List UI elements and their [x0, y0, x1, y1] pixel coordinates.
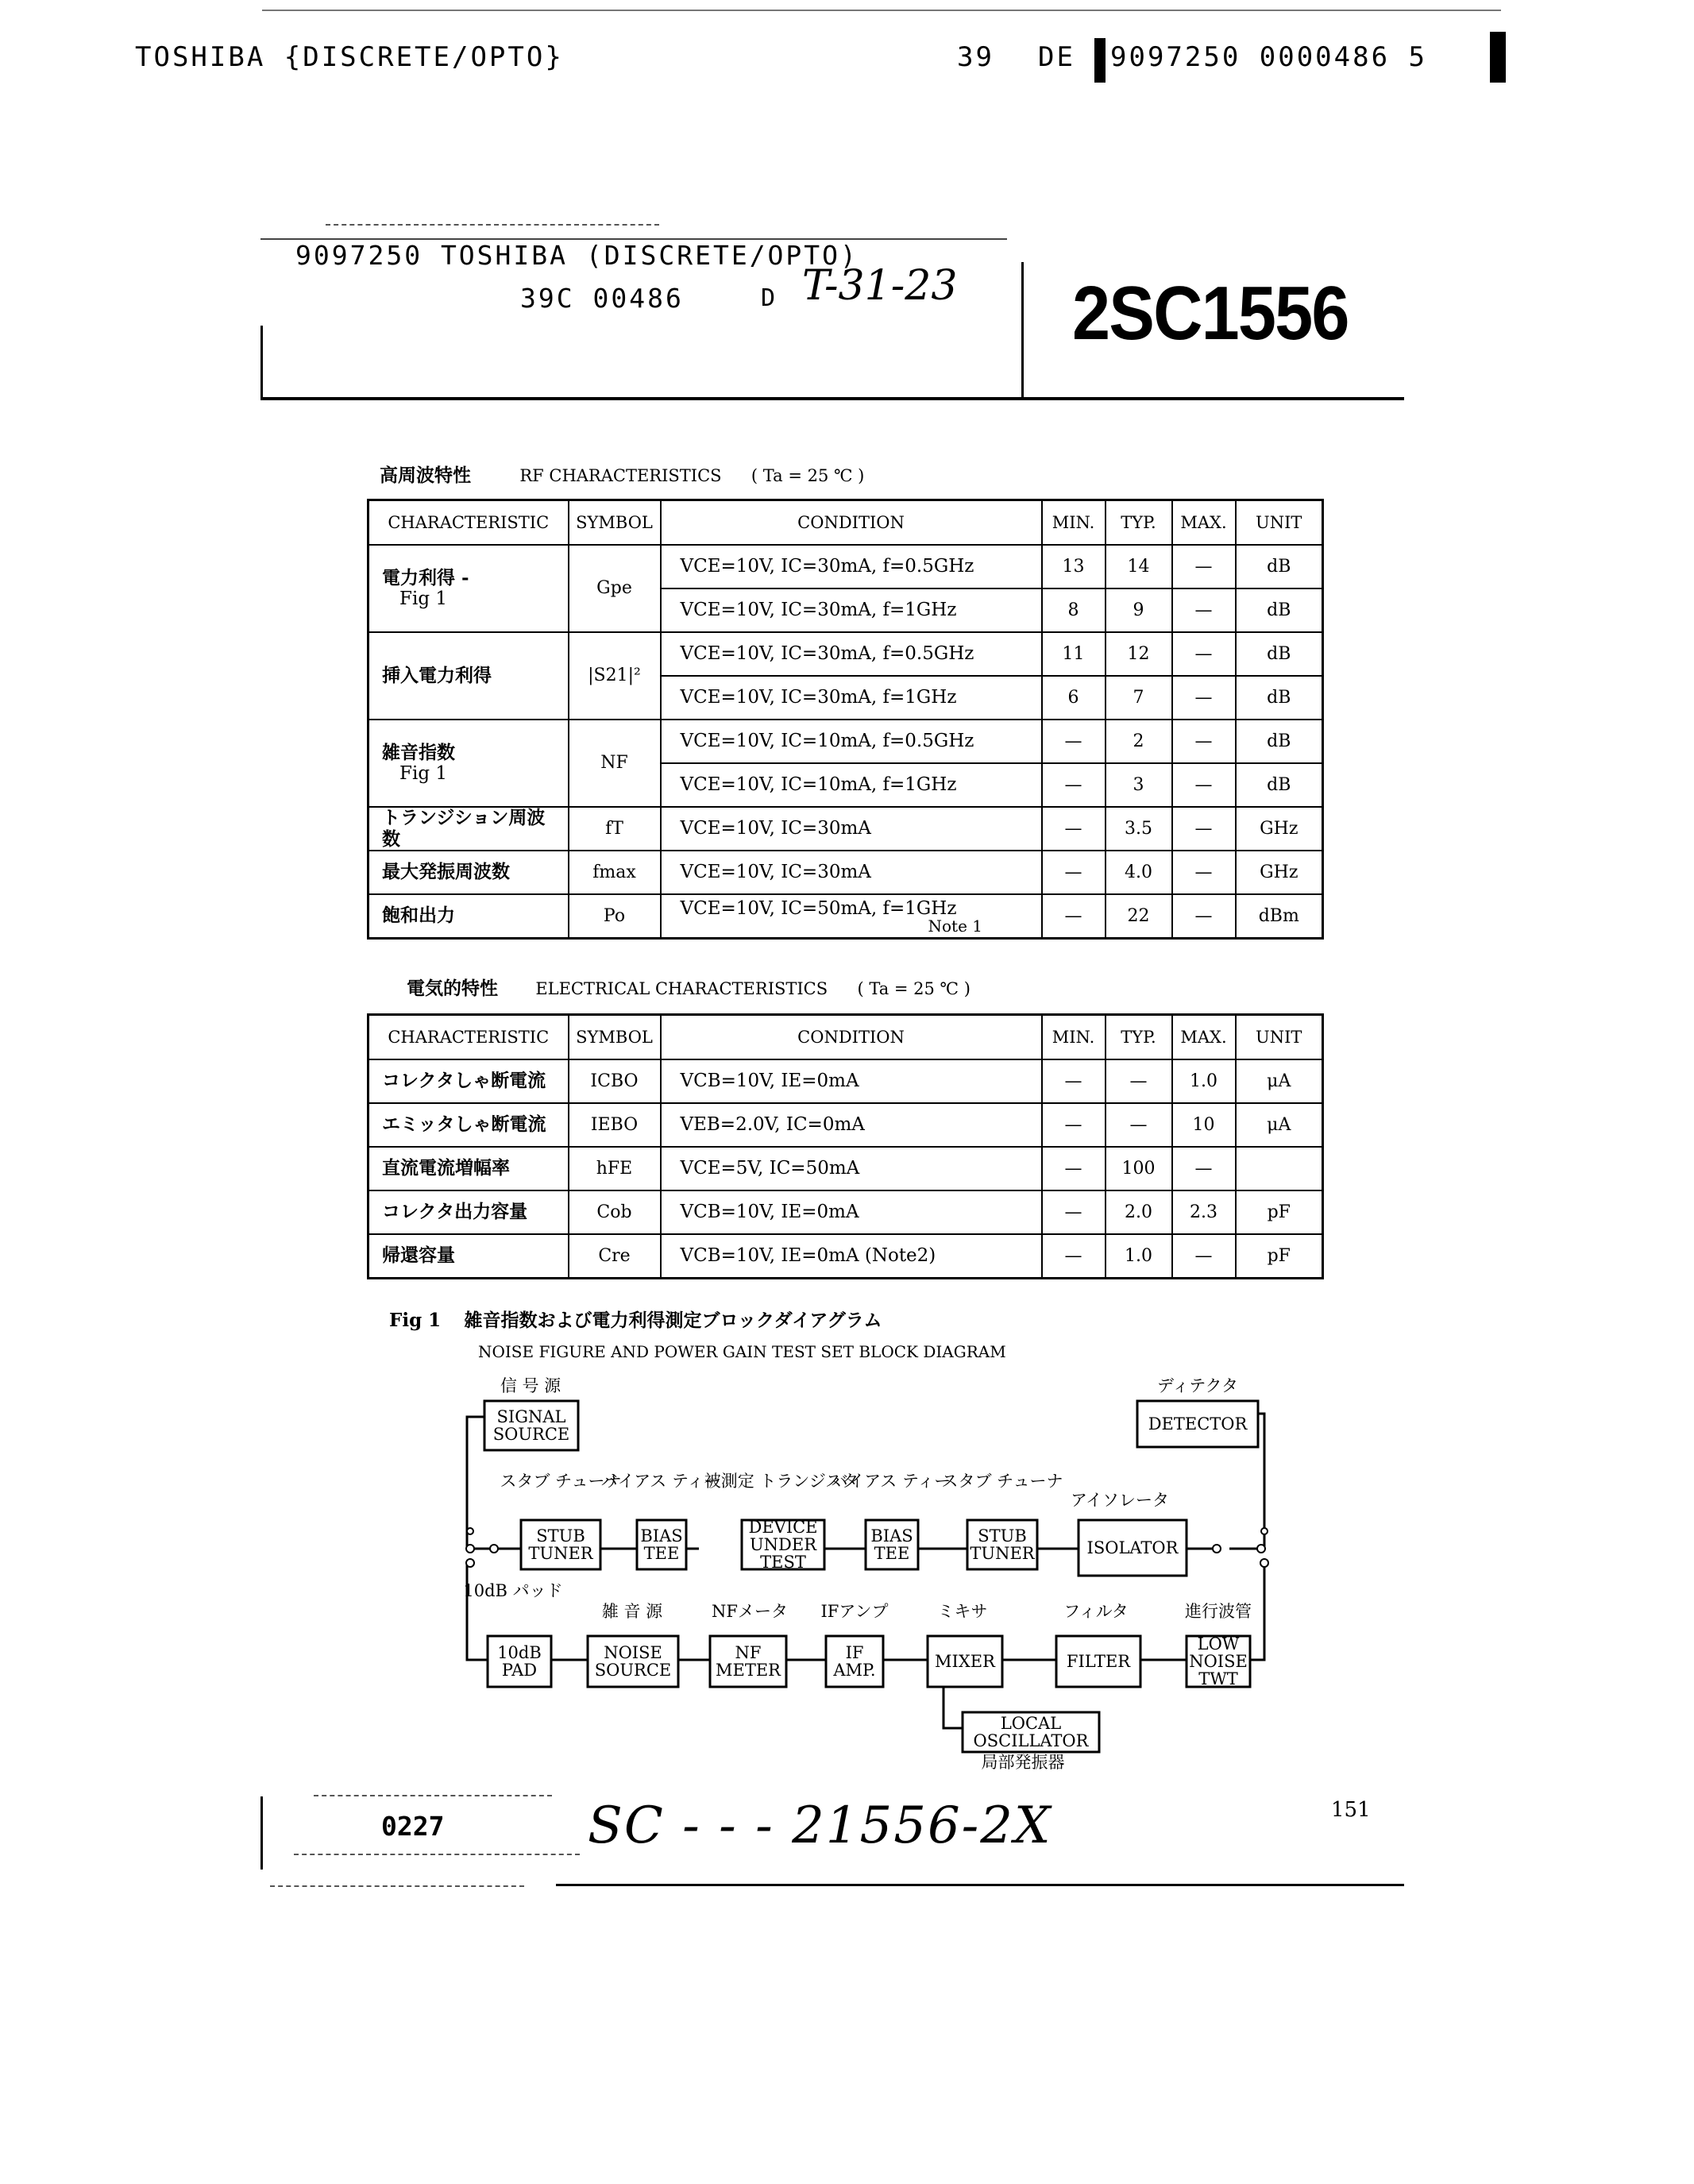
elec-min-cell: —: [1042, 1234, 1106, 1278]
low-noise-twt-label: NOISE: [1189, 1652, 1248, 1671]
rf-col-unit: UNIT: [1236, 500, 1323, 546]
filter-jp-label: フィルタ: [1063, 1602, 1129, 1621]
elec-typ-cell: 100: [1106, 1147, 1172, 1190]
dut-jp-label: 被測定 トランジスタ: [704, 1472, 859, 1491]
mixer-label: MIXER: [935, 1652, 995, 1671]
rf-min-cell: —: [1042, 851, 1106, 894]
elec-col-condition: CONDITION: [661, 1015, 1042, 1060]
rf-condition-text: VCE=10V, IC=10mA, f=0.5GHz: [680, 731, 974, 752]
stub-tuner-1-jp-label: スタブ チューナ: [500, 1472, 622, 1491]
fig1-title-jp: 雑音指数および電力利得測定ブロックダイアグラム: [464, 1310, 882, 1331]
rf-typ-cell: 3.5: [1106, 807, 1172, 851]
filter-label: FILTER: [1066, 1652, 1131, 1671]
rf-min-cell: 13: [1042, 545, 1106, 588]
elec-condition-cell: VCE=5V, IC=50mA: [661, 1147, 1042, 1190]
detector-jp-label: ディテクタ: [1156, 1376, 1239, 1395]
rf-max-cell: —: [1172, 894, 1236, 938]
pad-jp-label: 10dB パッド: [463, 1581, 563, 1600]
rf-condition-note: Note 1: [928, 916, 982, 936]
elec-unit-cell: pF: [1236, 1190, 1323, 1234]
rf-symbol-cell: fT: [569, 807, 661, 851]
rf-characteristic-jp: 飽和出力: [382, 905, 455, 927]
pad-block: [463, 1581, 562, 1687]
rf-characteristic-fig: Fig 1: [399, 588, 447, 609]
rf-condition-text: VCE=10V, IC=30mA, f=1GHz: [680, 687, 957, 708]
rf-max-cell: —: [1172, 632, 1236, 676]
elec-characteristic-cell: 帰還容量: [369, 1234, 569, 1278]
rf-min-cell: —: [1042, 763, 1106, 807]
elec-characteristic-cell: 直流電流増幅率: [369, 1147, 569, 1190]
elec-condition-cell: VCB=10V, IE=0mA (Note2): [661, 1234, 1042, 1278]
elec-characteristic-cell: エミッタしゃ断電流: [369, 1103, 569, 1147]
rf-condition-text: VCE=10V, IC=30mA, f=0.5GHz: [680, 643, 974, 665]
rf-min-cell: 8: [1042, 588, 1106, 632]
rf-typ-cell: 4.0: [1106, 851, 1172, 894]
local-oscillator-label: OSCILLATOR: [973, 1731, 1089, 1750]
elec-characteristic-cell: コレクタしゃ断電流: [369, 1059, 569, 1103]
rf-col-min: MIN.: [1042, 500, 1106, 546]
elec-col-min: MIN.: [1042, 1015, 1106, 1060]
mixer-jp-label: ミキサ: [937, 1602, 988, 1621]
rf-typ-cell: 12: [1106, 632, 1172, 676]
elec-condition-cell: VCB=10V, IE=0mA: [661, 1190, 1042, 1234]
rf-col-symbol: SYMBOL: [569, 500, 661, 546]
noise-source-label: NOISE: [604, 1643, 662, 1662]
elec-typ-cell: 2.0: [1106, 1190, 1172, 1234]
detector-label: DETECTOR: [1148, 1414, 1248, 1433]
elec-typ-cell: 1.0: [1106, 1234, 1172, 1278]
bias-tee-1-block: [601, 1472, 721, 1569]
rf-unit-cell: dB: [1236, 632, 1323, 676]
if-amp-jp-label: IFアンプ: [820, 1602, 889, 1621]
elec-max-cell: 10: [1172, 1103, 1236, 1147]
bias-tee-2-label: TEE: [874, 1544, 910, 1563]
elec-symbol-cell: Cob: [569, 1190, 661, 1234]
elec-typ-cell: —: [1106, 1103, 1172, 1147]
elec-title-ta: ( Ta = 25 ℃ ): [857, 979, 970, 998]
rf-max-cell: —: [1172, 545, 1236, 588]
elec-characteristic-cell: コレクタ出力容量: [369, 1190, 569, 1234]
rf-title-ta: ( Ta = 25 ℃ ): [751, 466, 865, 485]
stub-tuner-1-label: TUNER: [528, 1544, 593, 1563]
pad-label: PAD: [501, 1661, 538, 1680]
rf-symbol-cell: Po: [569, 894, 661, 938]
local-oscillator-block: [963, 1712, 1099, 1772]
footer-handwritten: SC - - - 21556-2X: [588, 1796, 1052, 1855]
elec-unit-cell: pF: [1236, 1234, 1323, 1278]
rf-condition-text: VCE=10V, IC=30mA, f=1GHz: [680, 600, 957, 621]
stub-tuner-2-label: TUNER: [970, 1544, 1035, 1563]
signal-source-label: SOURCE: [492, 1425, 570, 1444]
rf-min-cell: —: [1042, 807, 1106, 851]
elec-max-cell: 2.3: [1172, 1190, 1236, 1234]
noise-source-jp-label: 雑 音 源: [601, 1602, 663, 1621]
local-oscillator-label: LOCAL: [1000, 1714, 1062, 1733]
inner-header-handwritten: T-31-23: [802, 262, 958, 310]
nf-meter-label: METER: [716, 1661, 781, 1680]
elec-symbol-cell: hFE: [569, 1147, 661, 1190]
rf-col-max: MAX.: [1172, 500, 1236, 546]
part-number: 2SC1556: [1072, 271, 1349, 356]
filter-block: [1056, 1602, 1140, 1687]
elec-min-cell: —: [1042, 1059, 1106, 1103]
elec-col-max: MAX.: [1172, 1015, 1236, 1060]
elec-condition-cell: VEB=2.0V, IC=0mA: [661, 1103, 1042, 1147]
rf-typ-cell: 7: [1106, 676, 1172, 720]
rf-symbol-cell: NF: [569, 720, 661, 807]
noise-source-label: SOURCE: [594, 1661, 672, 1680]
signal-source-block: [484, 1376, 578, 1450]
elec-symbol-cell: Cre: [569, 1234, 661, 1278]
footer-rule: [556, 1884, 1404, 1886]
stub-tuner-2-block: [941, 1472, 1063, 1569]
isolator-block: [1071, 1491, 1187, 1576]
rf-condition-text: VCE=10V, IC=10mA, f=1GHz: [680, 774, 957, 796]
scan-header-left: TOSHIBA {DISCRETE/OPTO}: [135, 41, 564, 73]
inner-header-line2: 39C 00486: [520, 283, 684, 314]
elec-unit-cell: μA: [1236, 1059, 1323, 1103]
low-noise-twt-label: LOW: [1197, 1634, 1240, 1653]
if-amp-block: [820, 1602, 888, 1687]
rf-symbol-cell: |S21|²: [569, 632, 661, 720]
local-oscillator-jp-label: 局部発振器: [981, 1753, 1065, 1772]
elec-min-cell: —: [1042, 1190, 1106, 1234]
elec-symbol-cell: IEBO: [569, 1103, 661, 1147]
rf-col-condition: CONDITION: [661, 500, 1042, 546]
rf-characteristic-jp: トランジション周波数: [382, 807, 546, 850]
nf-meter-label: NF: [735, 1643, 762, 1662]
pad-label: 10dB: [497, 1643, 542, 1662]
rf-unit-cell: dB: [1236, 763, 1323, 807]
rf-typ-cell: 2: [1106, 720, 1172, 763]
mixer-block: [928, 1602, 1002, 1687]
rf-title-en: RF CHARACTERISTICS: [519, 466, 722, 485]
if-amp-label: AMP.: [833, 1661, 876, 1680]
rf-characteristic-jp: 挿入電力利得: [382, 664, 492, 686]
rf-unit-cell: GHz: [1236, 807, 1323, 851]
rf-max-cell: —: [1172, 720, 1236, 763]
scan-header-code: 9097250 0000486 5: [1110, 41, 1427, 73]
elec-min-cell: —: [1042, 1147, 1106, 1190]
page-number: 151: [1331, 1798, 1371, 1822]
rf-unit-cell: dB: [1236, 588, 1323, 632]
inner-header-d: D: [761, 284, 776, 312]
bias-tee-1-label: TEE: [643, 1544, 680, 1563]
rf-max-cell: —: [1172, 807, 1236, 851]
rf-max-cell: —: [1172, 676, 1236, 720]
fig1-title-en: NOISE FIGURE AND POWER GAIN TEST SET BLOCK DIAGRAM: [478, 1342, 1006, 1361]
detector-block: [1137, 1376, 1258, 1447]
rf-max-cell: —: [1172, 588, 1236, 632]
elec-max-cell: 1.0: [1172, 1059, 1236, 1103]
elec-title-jp: 電気的特性: [407, 978, 498, 999]
dut-label: DEVICE: [748, 1518, 818, 1537]
rf-characteristic-jp: 電力利得 -: [382, 566, 469, 588]
rf-col-typ: TYP.: [1106, 500, 1172, 546]
rf-typ-cell: 14: [1106, 545, 1172, 588]
nf-meter-jp-label: NFメータ: [712, 1602, 788, 1621]
rf-min-cell: —: [1042, 894, 1106, 938]
rf-unit-cell: dBm: [1236, 894, 1323, 938]
rf-condition-text: VCE=10V, IC=50mA, f=1GHz: [680, 898, 957, 920]
elec-symbol-cell: ICBO: [569, 1059, 661, 1103]
dut-label: UNDER: [749, 1535, 817, 1554]
bias-tee-2-jp-label: バイアス ティー: [831, 1472, 951, 1491]
rf-max-cell: —: [1172, 851, 1236, 894]
rf-typ-cell: 9: [1106, 588, 1172, 632]
rf-unit-cell: dB: [1236, 545, 1323, 588]
elec-typ-cell: —: [1106, 1059, 1172, 1103]
elec-max-cell: —: [1172, 1147, 1236, 1190]
isolator-label: ISOLATOR: [1086, 1538, 1179, 1557]
rf-symbol-cell: Gpe: [569, 545, 661, 632]
rf-unit-cell: dB: [1236, 676, 1323, 720]
elec-col-unit: UNIT: [1236, 1015, 1323, 1060]
rf-characteristic-fig: Fig 1: [399, 763, 447, 784]
rf-min-cell: —: [1042, 720, 1106, 763]
stub-tuner-2-jp-label: スタブ チューナ: [941, 1472, 1063, 1491]
scan-header-de: DE: [1038, 41, 1075, 73]
elec-min-cell: —: [1042, 1103, 1106, 1147]
rf-title-jp: 高周波特性: [380, 465, 471, 486]
dut-label: TEST: [760, 1553, 806, 1572]
rf-min-cell: 11: [1042, 632, 1106, 676]
elec-col-typ: TYP.: [1106, 1015, 1172, 1060]
rf-characteristic-jp: 最大発振周波数: [382, 861, 510, 883]
elec-condition-cell: VCB=10V, IE=0mA: [661, 1059, 1042, 1103]
fig1-label: Fig 1: [389, 1310, 442, 1331]
elec-col-characteristic: CHARACTERISTIC: [369, 1015, 569, 1060]
footer-left-edge: [260, 1796, 263, 1870]
elec-col-symbol: SYMBOL: [569, 1015, 661, 1060]
scan-header-39: 39: [957, 41, 994, 73]
rf-symbol-cell: fmax: [569, 851, 661, 894]
rf-unit-cell: GHz: [1236, 851, 1323, 894]
nf-meter-block: [710, 1602, 788, 1687]
bias-tee-1-label: BIAS: [640, 1526, 683, 1545]
elec-max-cell: —: [1172, 1234, 1236, 1278]
stub-tuner-2-label: STUB: [978, 1526, 1027, 1545]
isolator-jp-label: アイソレータ: [1070, 1491, 1170, 1510]
elec-title-en: ELECTRICAL CHARACTERISTICS: [535, 979, 828, 998]
rf-characteristic-jp: 雑音指数: [382, 741, 455, 763]
stub-tuner-1-label: STUB: [536, 1526, 585, 1545]
rf-condition-text: VCE=10V, IC=30mA: [680, 818, 871, 839]
rf-max-cell: —: [1172, 763, 1236, 807]
footer-code: 0227: [381, 1811, 445, 1842]
rf-unit-cell: dB: [1236, 720, 1323, 763]
signal-source-label: SIGNAL: [496, 1407, 566, 1426]
rf-min-cell: 6: [1042, 676, 1106, 720]
rf-condition-text: VCE=10V, IC=30mA: [680, 862, 871, 883]
bias-tee-1-jp-label: バイアス ティー: [600, 1472, 721, 1491]
rf-typ-cell: 3: [1106, 763, 1172, 807]
low-noise-twt-jp-label: 進行波管: [1185, 1602, 1252, 1621]
inner-header-line1: 9097250 TOSHIBA (DISCRETE/OPTO): [295, 240, 859, 271]
bias-tee-2-block: [832, 1472, 951, 1569]
low-noise-twt-label: TWT: [1198, 1669, 1238, 1688]
signal-source-jp-label: 信 号 源: [500, 1376, 561, 1395]
rf-col-characteristic: CHARACTERISTIC: [369, 500, 569, 546]
if-amp-label: IF: [845, 1643, 864, 1662]
elec-unit-cell: μA: [1236, 1103, 1323, 1147]
rf-condition-text: VCE=10V, IC=30mA, f=0.5GHz: [680, 556, 974, 577]
bias-tee-2-label: BIAS: [870, 1526, 913, 1545]
rf-typ-cell: 22: [1106, 894, 1172, 938]
low-noise-twt-block: [1185, 1602, 1252, 1688]
noise-source-block: [588, 1602, 678, 1687]
